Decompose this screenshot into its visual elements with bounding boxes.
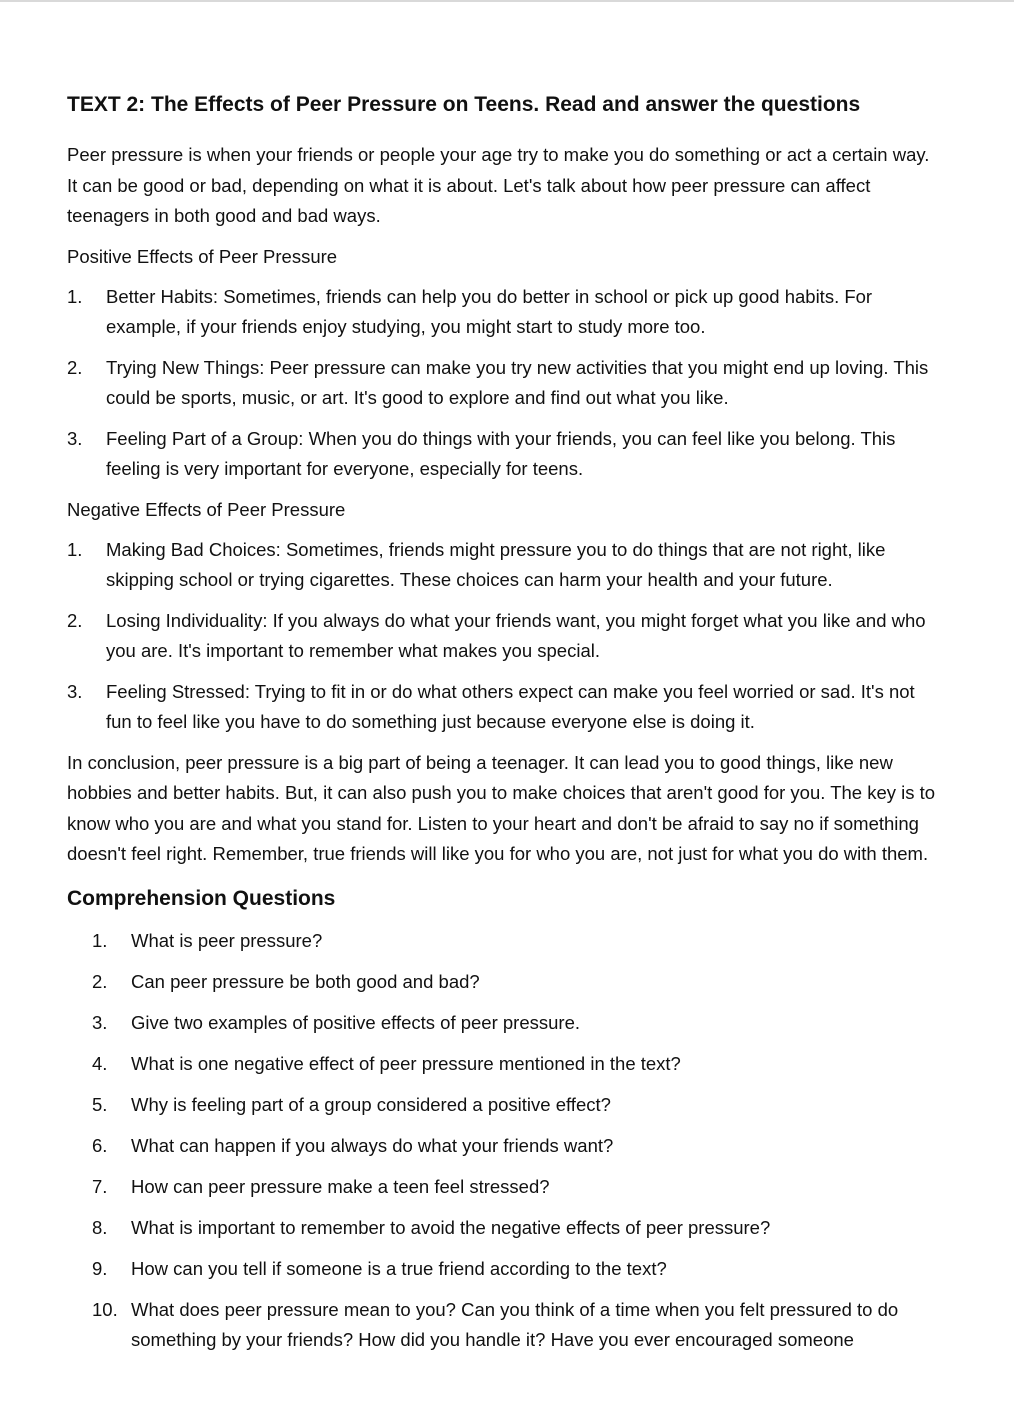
question-text: What is important to remember to avoid the negative effects of peer pressure? [131,1216,771,1238]
list-item [67,353,937,413]
questions-list [67,926,937,1356]
positive-effects-heading: Positive Effects of Peer Pressure [67,245,338,267]
question-item [67,1090,937,1121]
question-number: 10. [92,1298,118,1320]
question-item [67,967,937,998]
list-item-text: Making Bad Choices: Sometimes, friends might pressure you to do things that are not right, like skipping school or trying cigarettes. These choices can harm your health and your future. [106,538,886,590]
list-item-text: Feeling Stressed: Trying to fit in or do what others expect can make you feel worried or sad. It's not fun to feel like you have to do something just because everyone else is doing it. [106,680,915,732]
question-number: 9. [92,1257,108,1279]
question-number: 5. [92,1093,108,1115]
question-item [67,1049,937,1080]
list-item-text: Better Habits: Sometimes, friends can help you do better in school or pick up good habits. For example, if your friends enjoy studying, you might start to study more too. [106,285,873,337]
list-item [67,677,937,737]
intro-paragraph: Peer pressure is when your friends or people your age try to make you do something or act a certain way. It can be good or bad, depending on what it is about. Let's talk about how peer pressure can affect teenagers in both good and bad ways. [67,144,930,226]
question-number: 3. [92,1011,108,1033]
questions-heading: Comprehension Questions [67,886,336,910]
document-page [67,90,937,1366]
question-number: 4. [92,1052,108,1074]
list-number: 2. [67,609,83,631]
list-item [67,535,937,595]
list-number: 2. [67,356,83,378]
page-top-edge [0,0,1014,2]
negative-effects-heading: Negative Effects of Peer Pressure [67,498,346,520]
question-text: Give two examples of positive effects of peer pressure. [131,1011,581,1033]
question-item [67,1213,937,1244]
question-text: What is one negative effect of peer pressure mentioned in the text? [131,1052,681,1074]
list-item-text: Feeling Part of a Group: When you do things with your friends, you can feel like you belong. This feeling is very important for everyone, especially for teens. [106,427,896,479]
list-number: 3. [67,427,83,449]
positive-effects-list [67,282,937,484]
question-item [67,926,937,957]
question-item [67,1295,937,1356]
conclusion-paragraph: In conclusion, peer pressure is a big part of being a teenager. It can lead you to good things, like new hobbies and better habits. But, it can also push you to make choices that aren't good for you. The key is to know who you are and what you stand for. Listen to your heart and don't be afraid to say no if something doesn't feel right. Remember, true friends will like you for who you are, not just for what you do with them. [67,751,936,864]
question-text: What does peer pressure mean to you? Can you think of a time when you felt pressured to do something by your friends? How did you handle it? Have you ever encouraged someone [131,1298,899,1350]
list-item [67,606,937,666]
question-text: How can you tell if someone is a true friend according to the text? [131,1257,667,1279]
question-item [67,1008,937,1039]
question-text: What can happen if you always do what your friends want? [131,1134,614,1156]
list-number: 1. [67,285,83,307]
negative-effects-list [67,535,937,737]
question-number: 7. [92,1175,108,1197]
list-number: 1. [67,538,83,560]
document-title: TEXT 2: The Effects of Peer Pressure on Teens. Read and answer the questions [67,93,861,116]
question-item [67,1172,937,1203]
question-number: 8. [92,1216,108,1238]
list-item-text: Trying New Things: Peer pressure can make you try new activities that you might end up loving. This could be sports, music, or art. It's good to explore and find out what you like. [106,356,929,408]
question-number: 2. [92,970,108,992]
question-item [67,1131,937,1162]
question-text: Why is feeling part of a group considered a positive effect? [131,1093,611,1115]
list-item [67,424,937,484]
question-text: What is peer pressure? [131,929,323,951]
question-text: Can peer pressure be both good and bad? [131,970,480,992]
question-text: How can peer pressure make a teen feel stressed? [131,1175,550,1197]
list-number: 3. [67,680,83,702]
question-number: 6. [92,1134,108,1156]
question-number: 1. [92,929,108,951]
question-item [67,1254,937,1285]
list-item-text: Losing Individuality: If you always do what your friends want, you might forget what you like and who you are. It's important to remember what makes you special. [106,609,926,661]
list-item [67,282,937,342]
